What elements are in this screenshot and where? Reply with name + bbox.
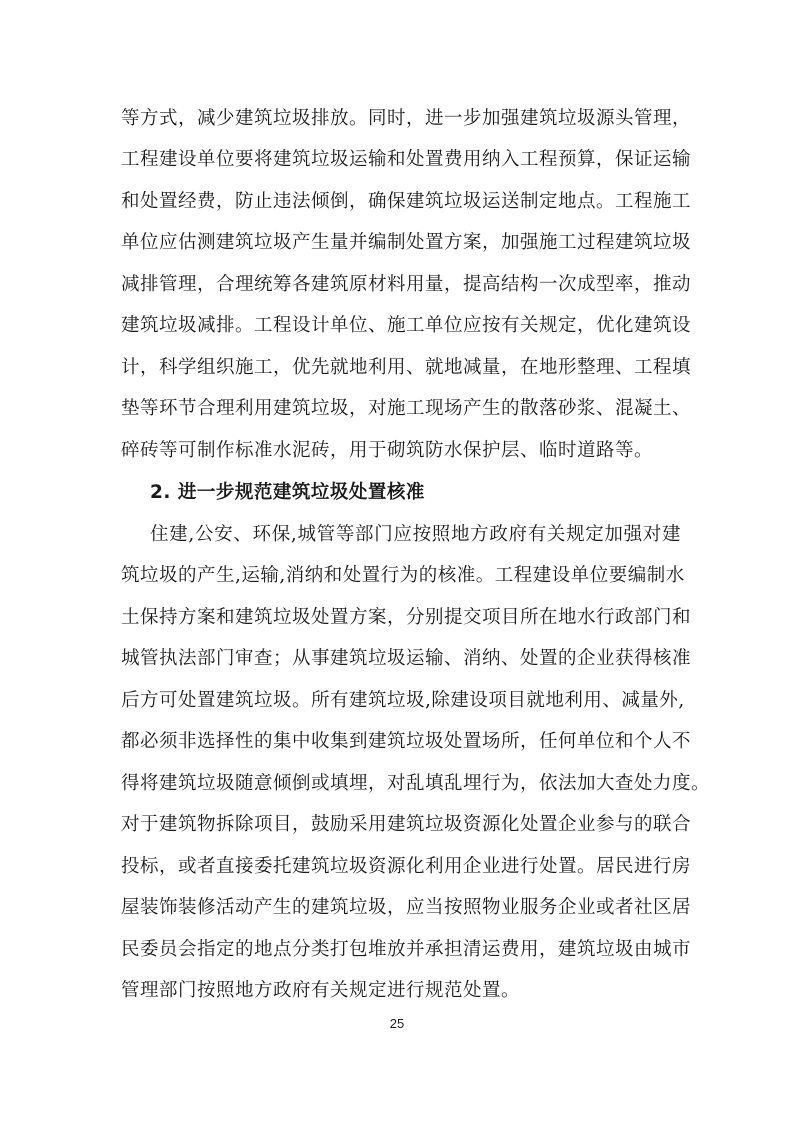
paragraph-2-line: 都必须非选择性的集中收集到建筑垃圾处置场所，任何单位和个人不 (121, 731, 692, 752)
page-number: 25 (389, 1016, 405, 1031)
paragraph-1-line: 垫等环节合理利用建筑垃圾，对施工现场产生的散落砂浆、混凝土、 (121, 398, 692, 419)
paragraph-2-line: 对于建筑物拆除项目，鼓励采用建筑垃圾资源化处置企业参与的联合 (121, 814, 692, 835)
paragraph-1-line: 等方式，减少建筑垃圾排放。同时，进一步加强建筑垃圾源头管理， (121, 108, 692, 129)
paragraph-2-line: 民委员会指定的地点分类打包堆放并承担清运费用，建筑垃圾由城市 (121, 939, 692, 960)
paragraph-2-line: 投标，或者直接委托建筑垃圾资源化利用企业进行处置。居民进行房 (121, 856, 692, 877)
paragraph-2-line: 屋装饰装修活动产生的建筑垃圾，应当按照物业服务企业或者社区居 (121, 897, 692, 918)
paragraph-1-line: 减排管理，合理统筹各建筑原材料用量，提高结构一次成型率，推动 (121, 274, 692, 295)
paragraph-1-line: 建筑垃圾减排。工程设计单位、施工单位应按有关规定，优化建筑设 (121, 315, 692, 336)
section-heading: 2. 进一步规范建筑垃圾处置核准 (150, 482, 425, 503)
paragraph-1-line: 计，科学组织施工，优先就地利用、就地减量，在地形整理、工程填 (121, 357, 692, 378)
paragraph-2-line: 管理部门按照地方政府有关规定进行规范处置。 (121, 980, 521, 1001)
paragraph-2-line: 土保持方案和建筑垃圾处置方案，分别提交项目所在地水行政部门和 (121, 607, 692, 628)
paragraph-2-line: 得将建筑垃圾随意倾倒或填埋，对乱填乱埋行为，依法加大查处力度。 (121, 773, 711, 794)
paragraph-1-line: 工程建设单位要将建筑垃圾运输和处置费用纳入工程预算，保证运输 (121, 149, 692, 170)
paragraph-2-line: 城管执法部门审查；从事建筑垃圾运输、消纳、处置的企业获得核准 (121, 648, 692, 669)
paragraph-2-line: 筑垃圾的产生,运输,消纳和处置行为的核准。工程建设单位要编制水 (121, 565, 685, 586)
paragraph-1-line: 单位应估测建筑垃圾产生量并编制处置方案，加强施工过程建筑垃圾 (121, 232, 692, 253)
paragraph-2-line: 后方可处置建筑垃圾。所有建筑垃圾,除建设项目就地利用、减量外, (121, 690, 685, 711)
paragraph-1-line: 和处置经费，防止违法倾倒，确保建筑垃圾运送制定地点。工程施工 (121, 191, 692, 212)
paragraph-1-line: 碎砖等可制作标准水泥砖，用于砌筑防水保护层、临时道路等。 (121, 440, 654, 461)
paragraph-2-line: 住建,公安、环保,城管等部门应按照地方政府有关规定加强对建 (150, 524, 681, 545)
